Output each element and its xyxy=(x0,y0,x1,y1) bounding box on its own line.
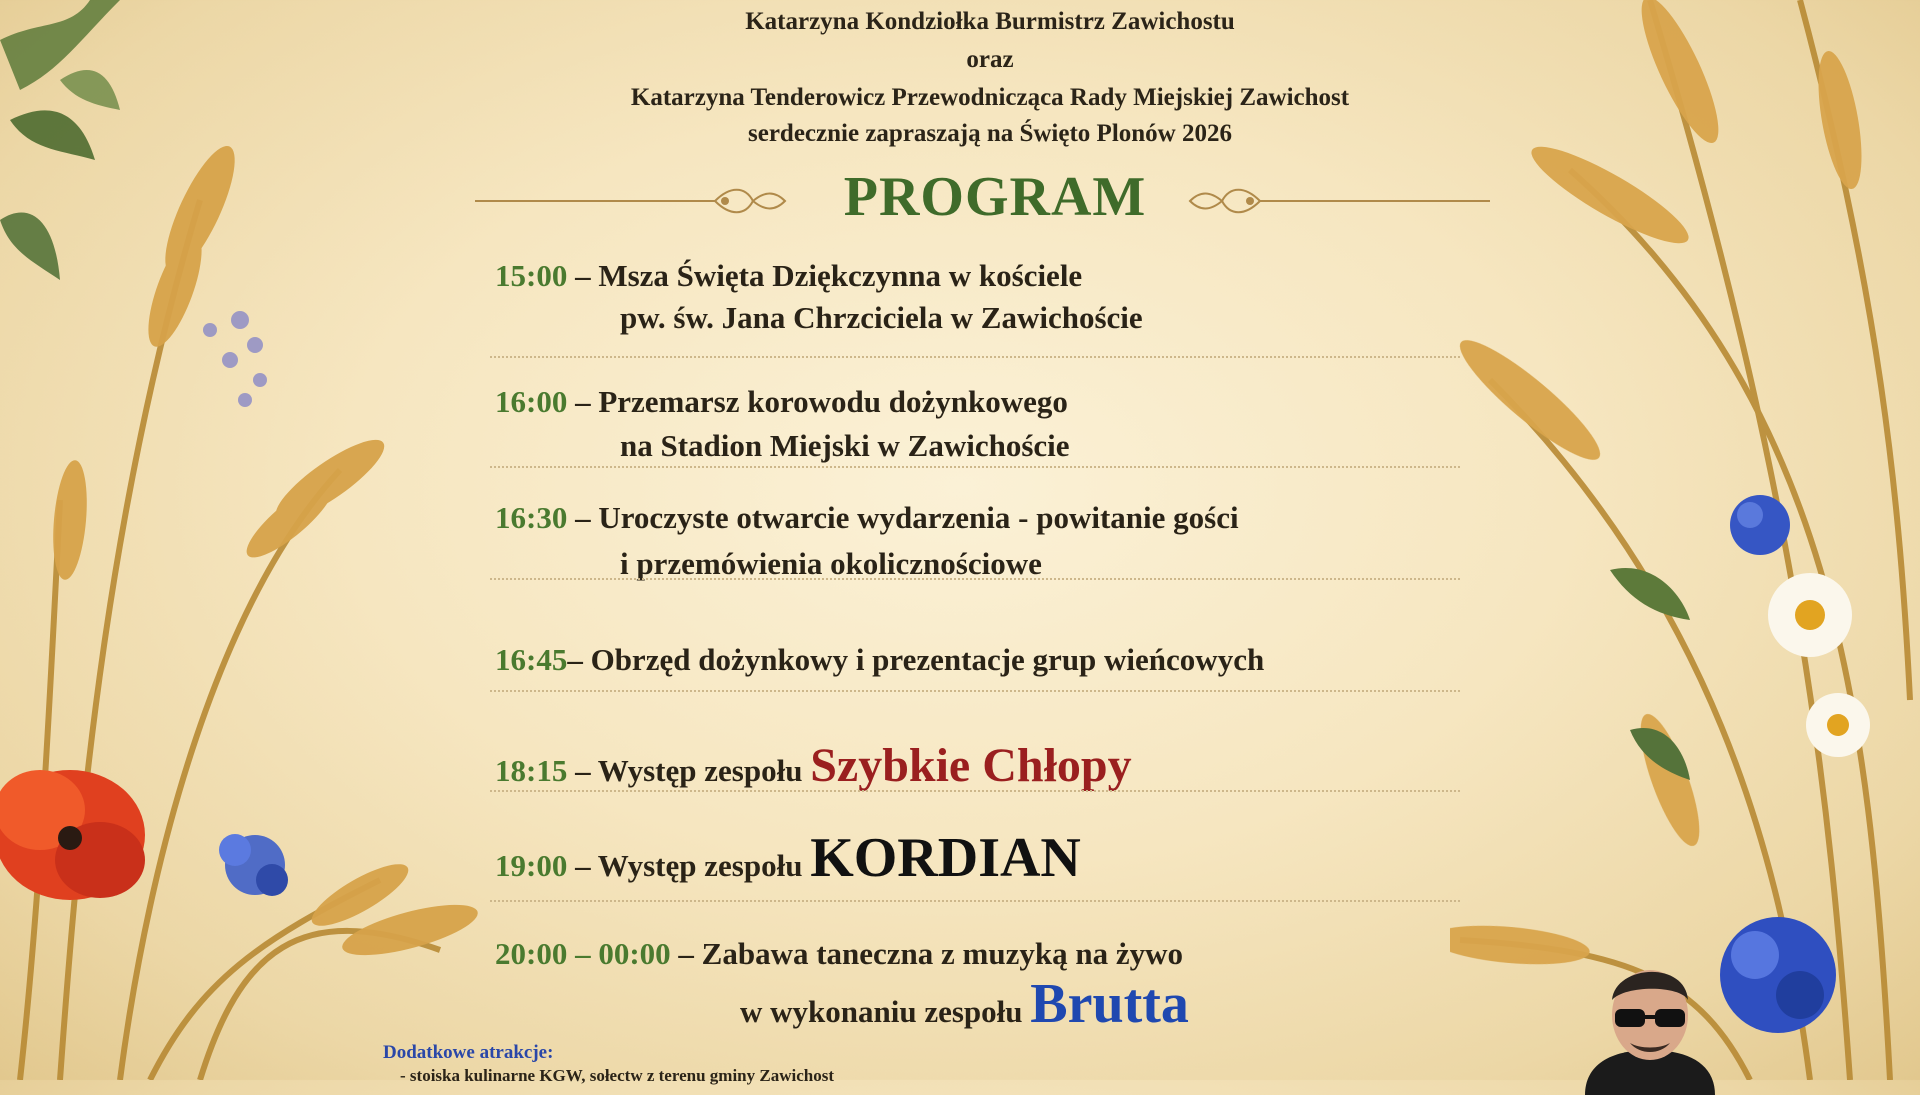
program-text: – Msza Święta Dziękczynna w kościele xyxy=(567,258,1083,293)
program-text: – Uroczyste otwarcie wydarzenia - powitanie gości xyxy=(567,500,1239,535)
extras-title: Dodatkowe atrakcje: xyxy=(383,1042,554,1063)
co-organizer-line: Katarzyna Tenderowicz Przewodnicząca Rady Miejskiej Zawichost xyxy=(630,84,1350,111)
program-text: – Obrzęd dożynkowy i prezentacje grup wieńcowych xyxy=(567,642,1265,677)
dotted-separator xyxy=(490,466,1460,468)
extras-item: - stoiska kulinarne KGW, sołectw z terenu gminy Zawichost xyxy=(400,1066,834,1085)
singer-avatar-icon xyxy=(1585,945,1715,1095)
program-text: – Występ zespołu xyxy=(567,848,811,883)
program-item xyxy=(495,384,1068,420)
program-item-continuation: pw. św. Jana Chrzciciela w Zawichoście xyxy=(620,300,1143,335)
program-time: 18:15 xyxy=(495,753,568,788)
program-title: PROGRAM xyxy=(843,166,1147,228)
program-text: – Przemarsz korowodu dożynkowego xyxy=(567,384,1068,419)
conjunction-line: oraz xyxy=(966,46,1014,73)
program-item xyxy=(495,826,1081,890)
program-time: 19:00 xyxy=(495,848,568,883)
program-time: 16:45 xyxy=(495,642,568,677)
program-time: 16:30 xyxy=(495,500,568,535)
program-item xyxy=(495,258,1082,294)
band-name: KORDIAN xyxy=(810,827,1081,889)
program-item-continuation xyxy=(740,972,1189,1036)
program-text: – Występ zespołu xyxy=(567,753,811,788)
program-time: 20:00 – 00:00 xyxy=(495,936,671,971)
organizer-line: Katarzyna Kondziołka Burmistrz Zawichostu xyxy=(745,8,1235,35)
program-item xyxy=(495,936,1183,972)
flourish-divider-left-icon xyxy=(475,186,795,216)
dotted-separator xyxy=(490,900,1460,902)
invitation-line: serdecznie zapraszają na Święto Plonów 2026 xyxy=(748,120,1232,147)
flourish-divider-right-icon xyxy=(1180,186,1500,216)
wheat-bouquet-right-icon xyxy=(1450,0,1920,1080)
dotted-separator xyxy=(490,690,1460,692)
program-item xyxy=(495,642,1264,678)
program-time: 16:00 xyxy=(495,384,568,419)
program-time: 15:00 xyxy=(495,258,568,293)
dotted-separator xyxy=(490,578,1460,580)
program-item-continuation: i przemówienia okolicznościowe xyxy=(620,546,1042,581)
program-item-continuation: na Stadion Miejski w Zawichoście xyxy=(620,428,1070,463)
program-item xyxy=(495,500,1239,536)
program-text: w wykonaniu zespołu xyxy=(740,994,1031,1029)
wheat-bouquet-left-icon xyxy=(0,0,480,1080)
dotted-separator xyxy=(490,790,1460,792)
program-item xyxy=(495,738,1132,793)
program-text: – Zabawa taneczna z muzyką na żywo xyxy=(670,936,1184,971)
band-name: Brutta xyxy=(1030,973,1189,1035)
band-name: Szybkie Chłopy xyxy=(810,739,1132,792)
dotted-separator xyxy=(490,356,1460,358)
